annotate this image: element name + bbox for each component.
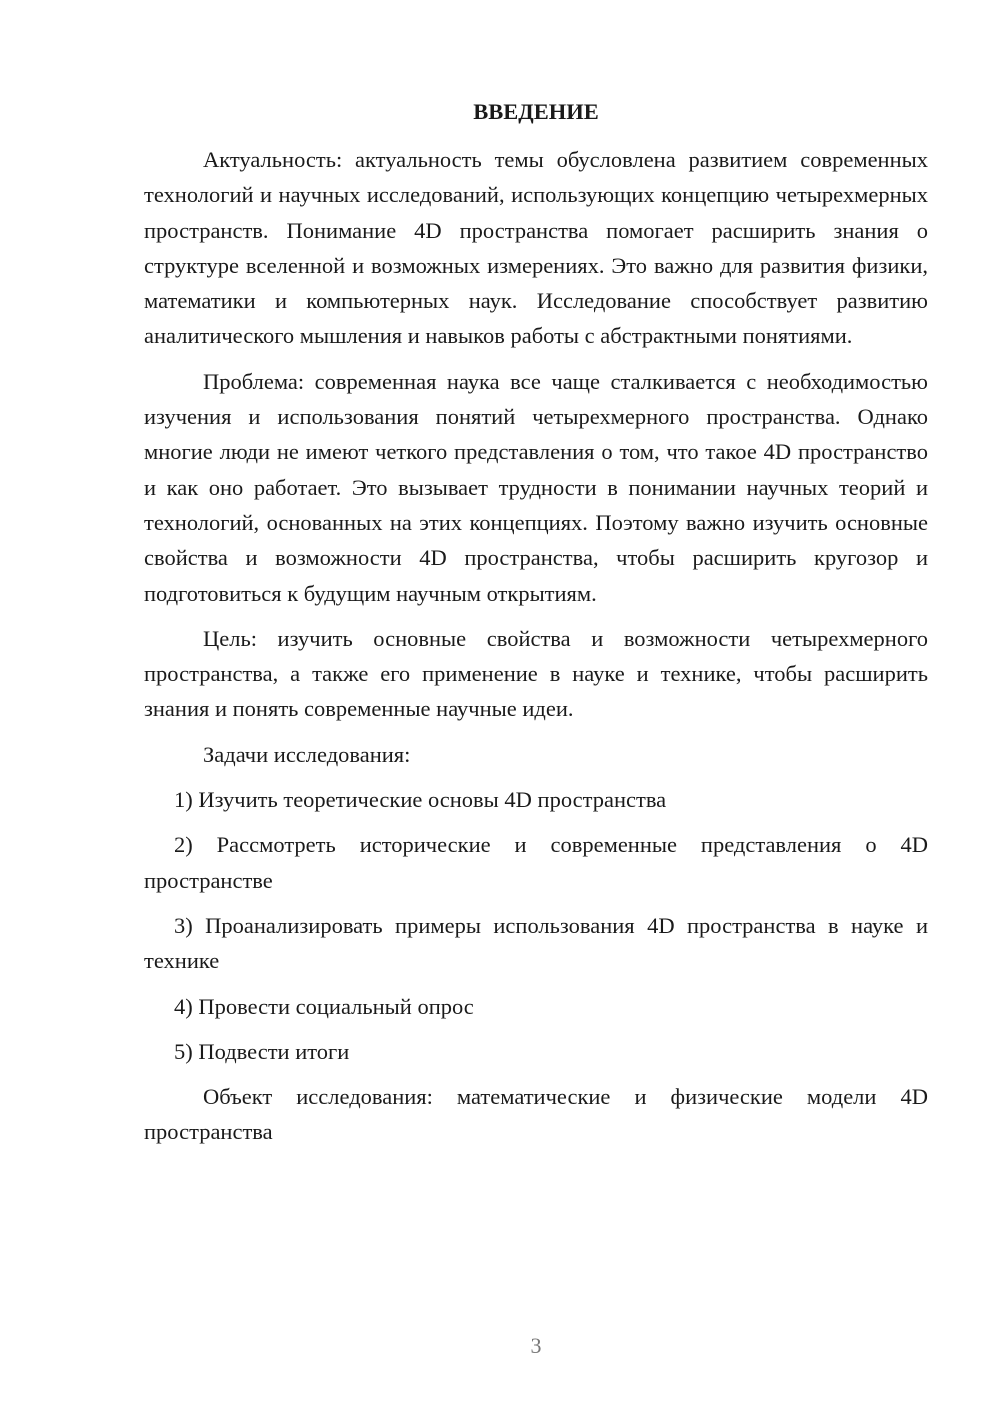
task-item-4: 4) Провести социальный опрос — [174, 993, 474, 1019]
task-item-3: 3) Проанализировать примеры использования 4D пространства в науке и технике — [144, 912, 928, 974]
problem-paragraph: Проблема: современная наука все чаще сталкивается с необходимостью изучения и использования понятий четырехмерного пространства. Однако многие люди не имеют четкого представления о том, что такое 4D пространство и как оно работает. Это вызывает трудности в понимании научных теорий и технологий, основанных на этих концепциях. Поэтому важно изучить основные свойства и возможности 4D пространства, чтобы расширить кругозор и подготовиться к будущим научным открытиям. — [144, 368, 928, 606]
object-paragraph: Объект исследования: математические и физические модели 4D пространства — [144, 1084, 928, 1145]
section-title: ВВЕДЕНИЕ — [473, 99, 599, 124]
relevance-paragraph: Актуальность: актуальность темы обусловлена развитием современных технологий и научных исследований, использующих концепцию четырехмерных пространств. Понимание 4D пространства помогает расширить знания о структуре вселенной и возможных измерениях. Это важно для развития физики, математики и компьютерных наук. Исследование способствует развитию аналитического мышления и навыков работы с абстрактными понятиями. — [144, 147, 928, 349]
task-item-5: 5) Подвести итоги — [174, 1038, 350, 1064]
goal-paragraph: Цель: изучить основные свойства и возможности четырехмерного пространства, а также его применение в науке и технике, чтобы расширить знания и понять современные научные идеи. — [144, 625, 928, 722]
page-content — [144, 94, 928, 1160]
task-item-1: 1) Изучить теоретические основы 4D пространства — [174, 787, 667, 813]
tasks-heading: Задачи исследования: — [203, 741, 411, 767]
page-number: 3 — [530, 1333, 542, 1358]
task-item-2: 2) Рассмотреть исторические и современные представления о 4D пространстве — [144, 832, 928, 893]
